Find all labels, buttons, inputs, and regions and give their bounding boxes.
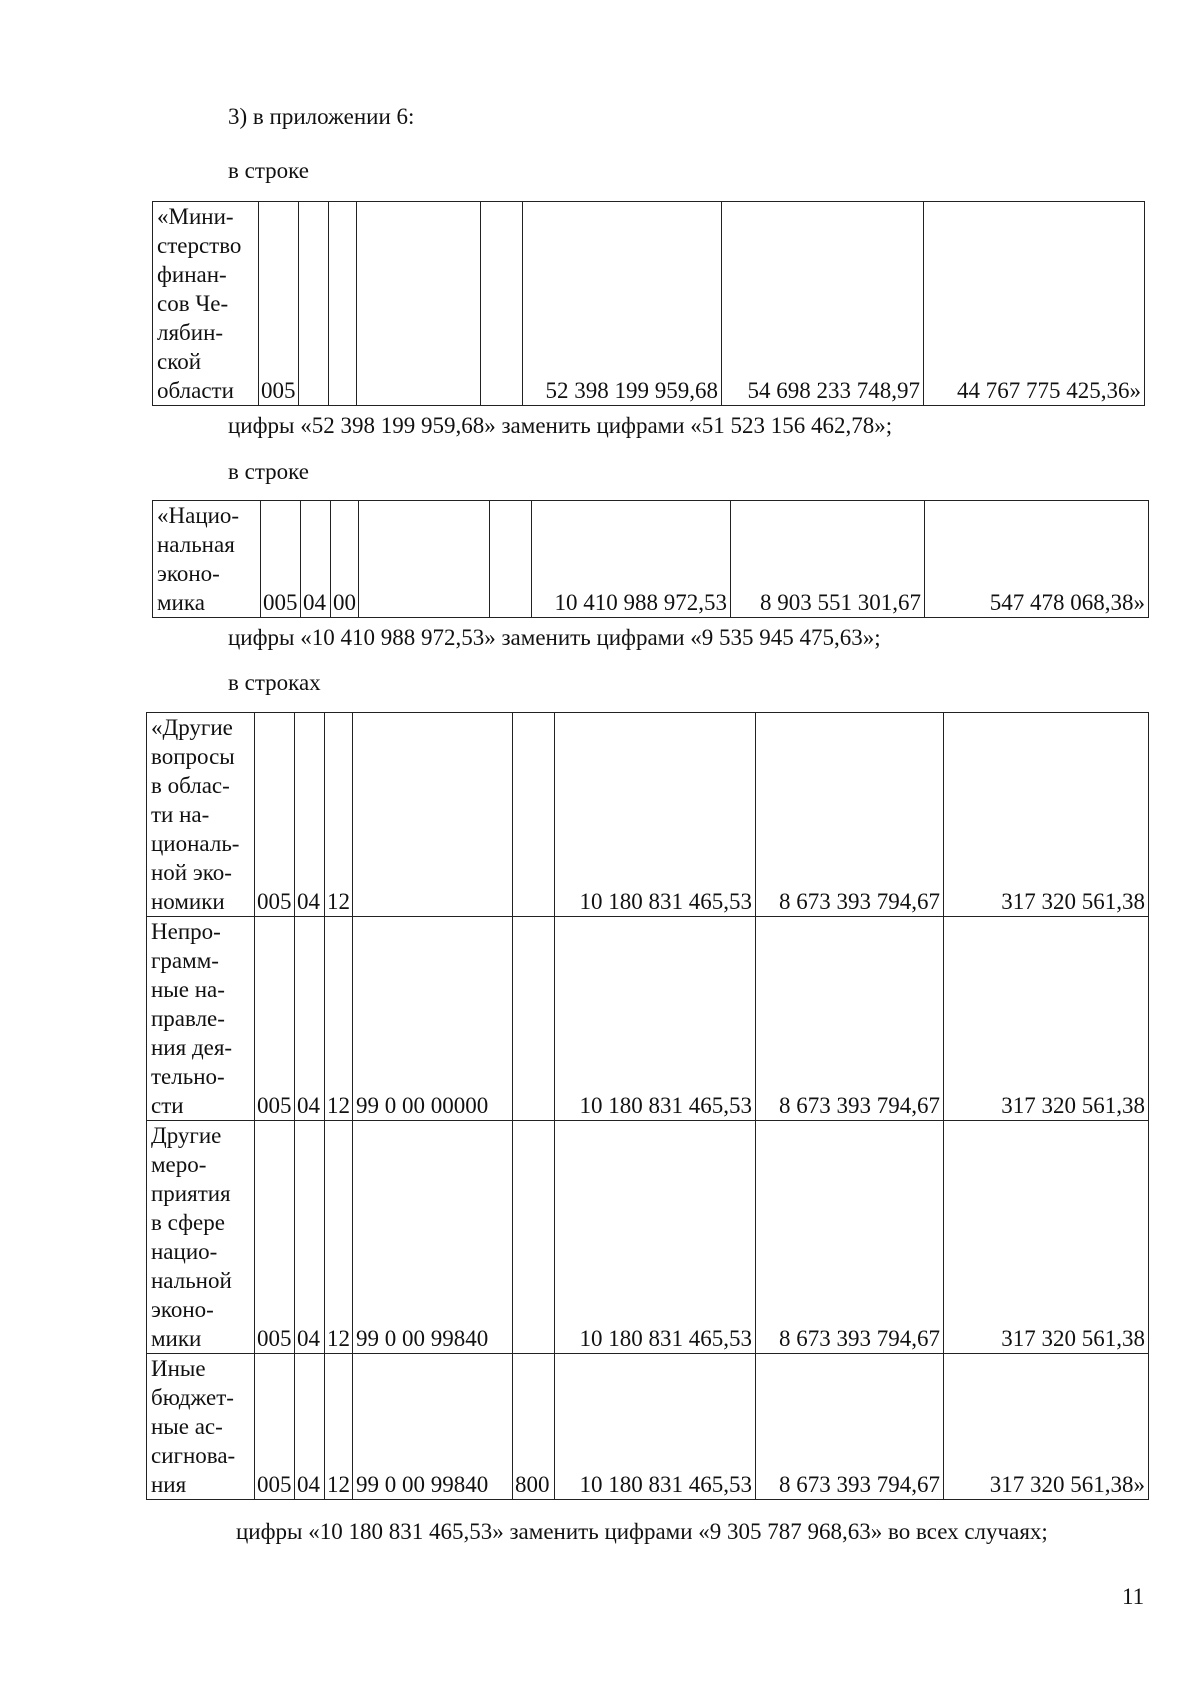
cell-rz [299, 202, 329, 406]
table-row [147, 1121, 1149, 1354]
row-name-line: ской [157, 349, 202, 374]
row-name-line: вопросы [151, 744, 235, 769]
table-row [147, 713, 1149, 917]
row-name-line: эконо- [157, 561, 220, 586]
cell-value-1: 10 180 831 465,53 [555, 917, 756, 1121]
block-1-instruction: цифры «52 398 199 959,68» заменить цифрами «51 523 156 462,78»; [228, 413, 893, 438]
cell-value-1: 10 180 831 465,53 [555, 1121, 756, 1354]
cell-value-2: 8 673 393 794,67 [756, 1121, 944, 1354]
block-1-intro: в строке [228, 158, 309, 183]
row-name-line: в сфере [151, 1210, 225, 1235]
row-name-line: тельно- [151, 1064, 225, 1089]
cell-rz: 04 [295, 1354, 325, 1500]
row-name-line: меро- [151, 1152, 207, 1177]
row-name-line: циональ- [151, 831, 240, 856]
cell-ved: 005 [259, 202, 299, 406]
row-name-line: ти на- [151, 802, 210, 827]
row-name-line: ной эко- [151, 860, 232, 885]
row-name-line: финан- [157, 262, 227, 287]
row-name-line: Другие [151, 1123, 222, 1148]
cell-vr [513, 917, 555, 1121]
cell-value-2: 54 698 233 748,97 [722, 202, 924, 406]
row-name-line: грамм- [151, 948, 219, 973]
block-3-table [146, 712, 1149, 1500]
cell-pr: 12 [325, 1121, 353, 1354]
cell-rz: 04 [295, 917, 325, 1121]
row-name-line: лябин- [157, 320, 224, 345]
row-name-line: сов Че- [157, 291, 229, 316]
cell-vr [513, 713, 555, 917]
row-name-line: бюджет- [151, 1385, 234, 1410]
cell-value-2: 8 673 393 794,67 [756, 1354, 944, 1500]
block-2-instruction: цифры «10 410 988 972,53» заменить цифрами «9 535 945 475,63»; [228, 625, 881, 650]
row-name-line: нальной [151, 1268, 232, 1293]
cell-rz: 04 [295, 713, 325, 917]
cell-value-2: 8 903 551 301,67 [731, 501, 925, 618]
cell-csr: 99 0 00 00000 [353, 917, 513, 1121]
row-name-line: нацио- [151, 1239, 218, 1264]
row-name-line: нальная [157, 532, 235, 557]
row-name-line: сти [151, 1093, 184, 1118]
block-3-instruction: цифры «10 180 831 465,53» заменить цифрами «9 305 787 968,63» во всех случаях; [236, 1519, 1048, 1544]
row-name-line: ные ас- [151, 1414, 223, 1439]
row-name-line: приятия [151, 1181, 231, 1206]
row-name-line: области [157, 378, 234, 403]
cell-ved: 005 [255, 917, 295, 1121]
row-name [147, 1121, 255, 1354]
table-row [147, 1354, 1149, 1500]
cell-value-3: 317 320 561,38 [944, 917, 1149, 1121]
cell-rz: 04 [295, 1121, 325, 1354]
cell-pr [329, 202, 357, 406]
cell-pr: 00 [331, 501, 359, 618]
cell-value-1: 52 398 199 959,68 [523, 202, 722, 406]
cell-pr: 12 [325, 1354, 353, 1500]
cell-value-2: 8 673 393 794,67 [756, 917, 944, 1121]
row-name-line: ния [151, 1472, 187, 1497]
page-number: 11 [1122, 1584, 1145, 1609]
cell-ved: 005 [261, 501, 301, 618]
row-name-line: ния дея- [151, 1035, 233, 1060]
cell-value-3: 317 320 561,38 [944, 1121, 1149, 1354]
cell-value-3: 317 320 561,38 [944, 713, 1149, 917]
row-name-line: мика [157, 590, 205, 615]
cell-value-1: 10 180 831 465,53 [555, 713, 756, 917]
cell-csr [353, 713, 513, 917]
cell-ved: 005 [255, 713, 295, 917]
cell-value-3: 317 320 561,38» [944, 1354, 1149, 1500]
cell-value-1: 10 180 831 465,53 [555, 1354, 756, 1500]
cell-value-1: 10 410 988 972,53 [532, 501, 731, 618]
cell-rz: 04 [301, 501, 331, 618]
cell-csr [359, 501, 490, 618]
row-name-line: мики [151, 1326, 202, 1351]
row-name-line: правле- [151, 1006, 225, 1031]
cell-value-3: 44 767 775 425,36» [924, 202, 1145, 406]
row-name [147, 917, 255, 1121]
cell-vr: 800 [513, 1354, 555, 1500]
cell-vr [513, 1121, 555, 1354]
table-row [153, 202, 1145, 406]
row-name-line: Иные [151, 1356, 206, 1381]
block-3-intro: в строках [228, 670, 321, 695]
table-row [153, 501, 1149, 618]
row-name [153, 501, 261, 618]
cell-vr [490, 501, 532, 618]
cell-value-3: 547 478 068,38» [925, 501, 1149, 618]
table-row [147, 917, 1149, 1121]
row-name-line: «Нацио- [157, 503, 240, 528]
row-name [153, 202, 259, 406]
row-name-line: ные на- [151, 977, 225, 1002]
row-name [147, 713, 255, 917]
block-1-table [152, 201, 1145, 406]
cell-csr [357, 202, 481, 406]
cell-pr: 12 [325, 917, 353, 1121]
block-2-intro: в строке [228, 459, 309, 484]
row-name-line: стерство [157, 233, 242, 258]
block-2-table [152, 500, 1149, 618]
row-name-line: «Мини- [157, 204, 234, 229]
cell-value-2: 8 673 393 794,67 [756, 713, 944, 917]
cell-csr: 99 0 00 99840 [353, 1121, 513, 1354]
cell-pr: 12 [325, 713, 353, 917]
cell-ved: 005 [255, 1121, 295, 1354]
row-name-line: в облас- [151, 773, 230, 798]
row-name-line: сигнова- [151, 1443, 236, 1468]
section-heading: 3) в приложении 6: [228, 104, 415, 129]
cell-ved: 005 [255, 1354, 295, 1500]
row-name-line: номики [151, 889, 225, 914]
row-name-line: Непро- [151, 919, 221, 944]
cell-csr: 99 0 00 99840 [353, 1354, 513, 1500]
row-name-line: «Другие [151, 715, 233, 740]
row-name [147, 1354, 255, 1500]
row-name-line: эконо- [151, 1297, 214, 1322]
cell-vr [481, 202, 523, 406]
